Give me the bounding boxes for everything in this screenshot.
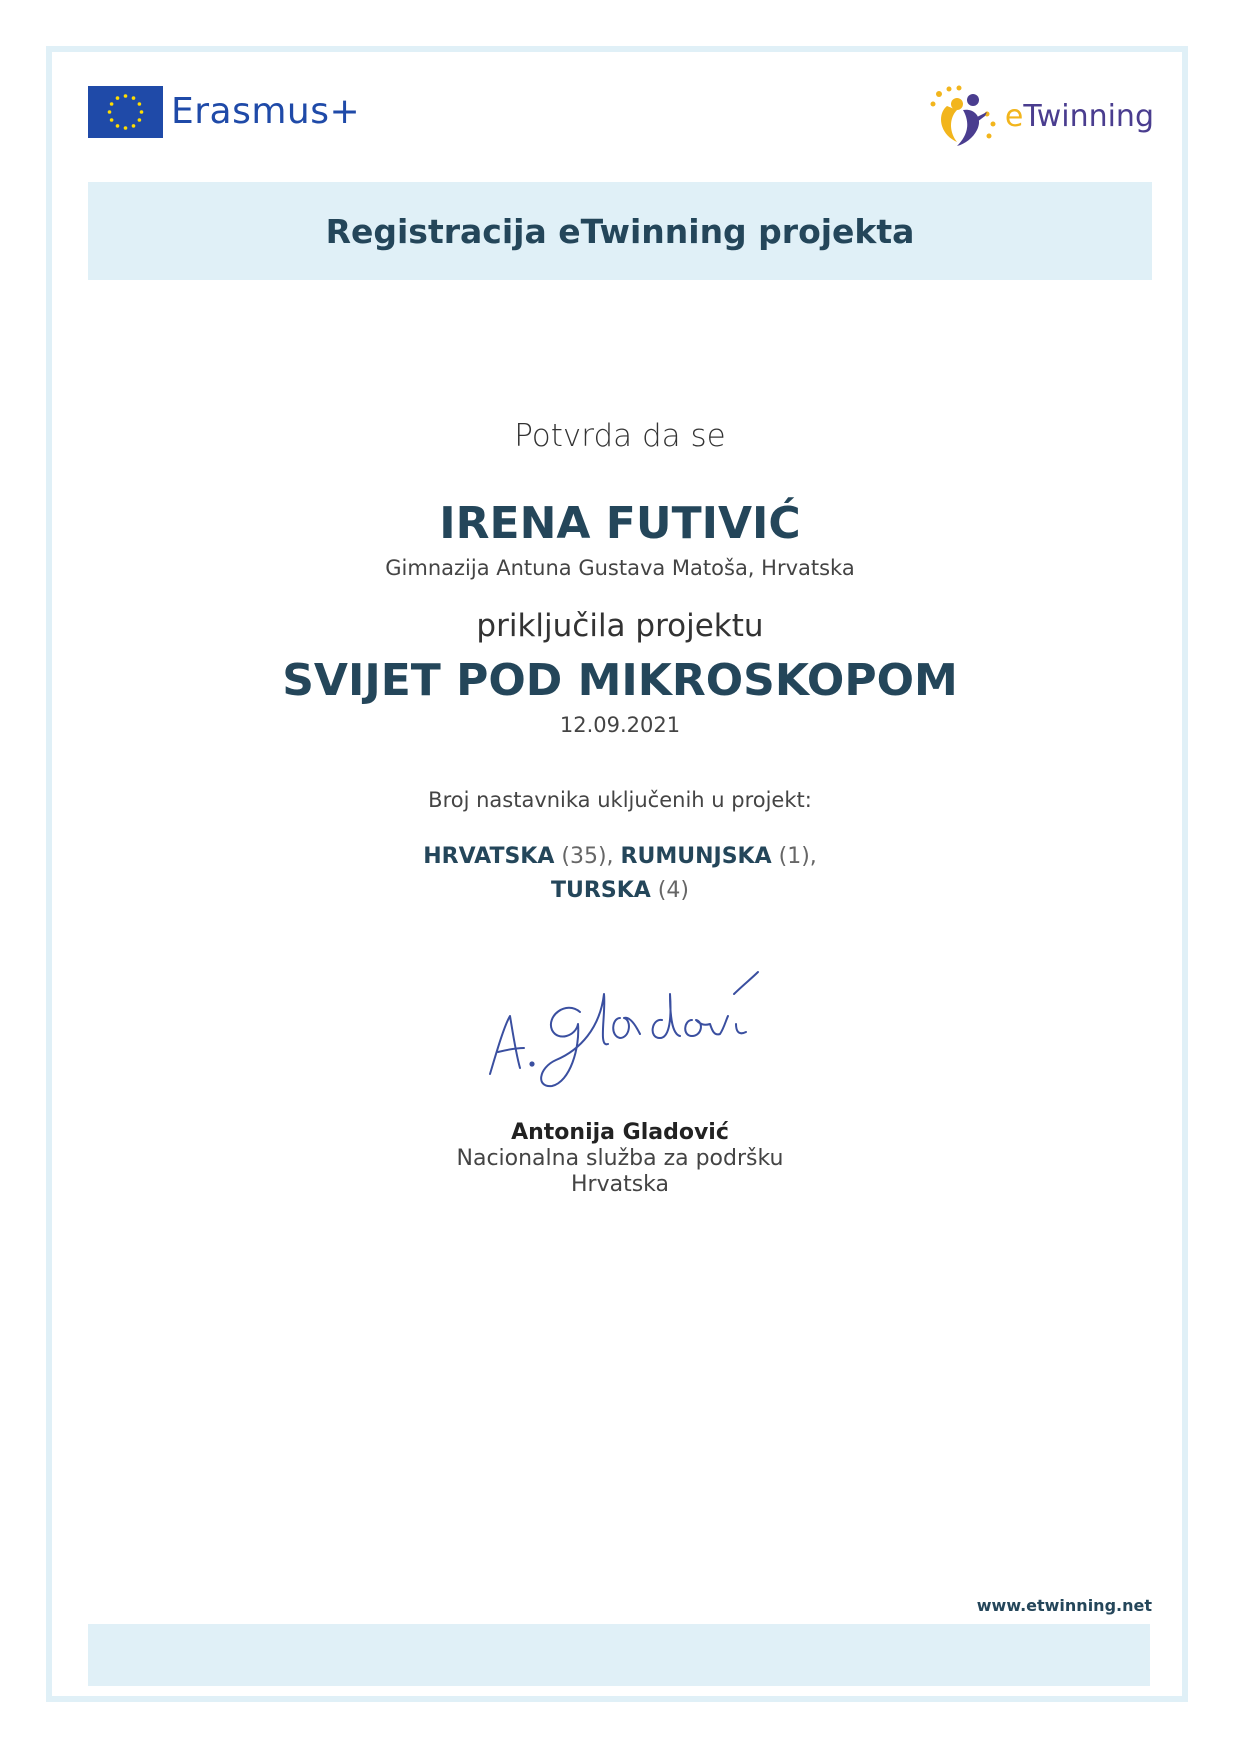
signer-name: Antonija Gladović [511, 1120, 729, 1145]
signer-organization: Nacionalna služba za podršku [456, 1146, 784, 1171]
country-name: RUMUNJSKA [620, 844, 772, 869]
footer-band [88, 1624, 1150, 1686]
etwinning-logo [927, 84, 1154, 150]
recipient-name: IRENA FUTIVIĆ [439, 498, 801, 549]
website-link[interactable]: www.etwinning.net [976, 1596, 1152, 1615]
country-line-1 [88, 840, 1152, 874]
intro-text: Potvrda da se [514, 418, 726, 454]
eu-flag-icon [88, 86, 163, 138]
header-band [88, 182, 1152, 280]
project-title: SVIJET POD MIKROSKOPOM [282, 655, 958, 706]
teacher-count-label: Broj nastavnika uključenih u projekt: [428, 788, 812, 812]
erasmus-logo [88, 86, 360, 138]
recipient-school: Gimnazija Antuna Gustava Matoša, Hrvatska [385, 556, 855, 580]
country-count: (1), [778, 844, 817, 869]
country-list [88, 840, 1152, 908]
erasmus-wordmark: Erasmus+ [171, 91, 361, 132]
country-name: TURSKA [551, 878, 651, 903]
country-count: (4) [657, 878, 689, 903]
etwinning-figures-icon [927, 84, 1005, 150]
signer-country: Hrvatska [570, 1172, 669, 1197]
page-title: Registracija eTwinning projekta [325, 211, 915, 251]
country-name: HRVATSKA [423, 844, 555, 869]
handwritten-signature [480, 964, 760, 1094]
registration-date: 12.09.2021 [559, 713, 681, 737]
etwinning-wordmark: eTwinning [1004, 99, 1154, 134]
joined-text: priključila projektu [476, 608, 764, 644]
country-line-2 [88, 874, 1152, 908]
country-count: (35), [561, 844, 614, 869]
